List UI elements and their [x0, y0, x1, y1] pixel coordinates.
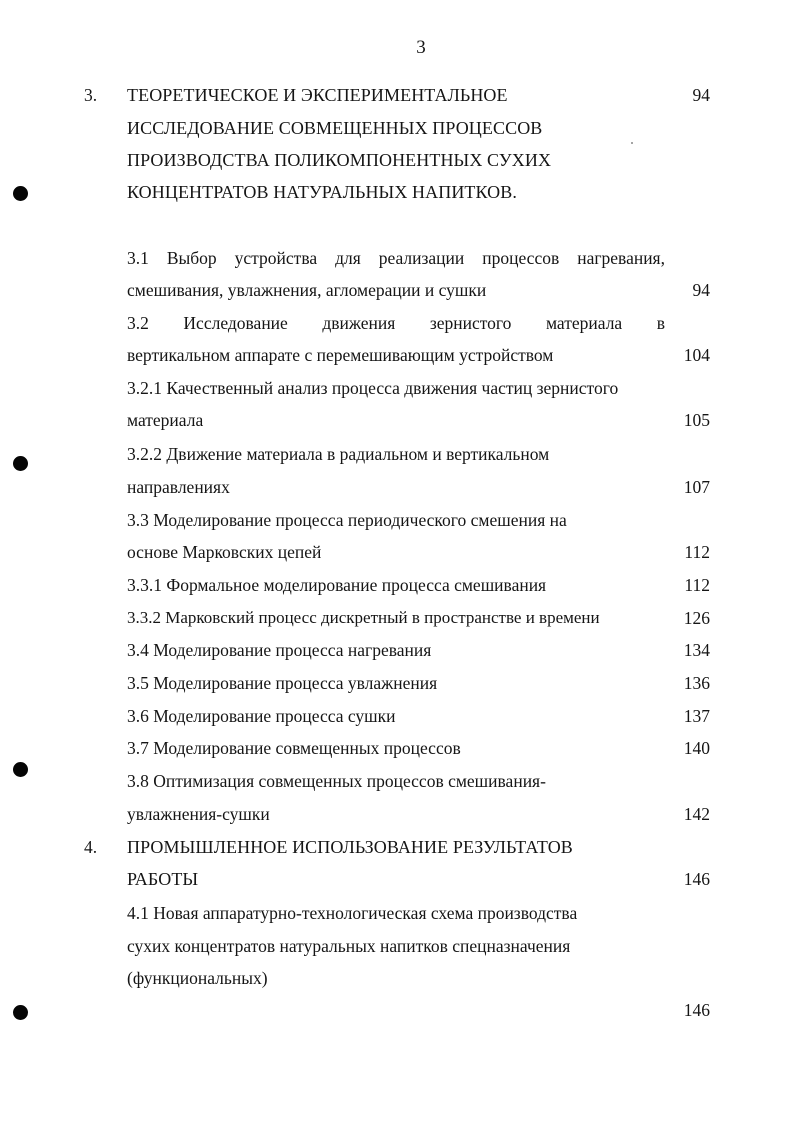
toc-entry-page: 112	[684, 542, 710, 562]
page-number: 3	[416, 37, 426, 58]
toc-entry-line: материала	[127, 410, 204, 430]
toc-entry-page: 94	[692, 280, 710, 300]
section-title-line: ПРОМЫШЛЕННОЕ ИСПОЛЬЗОВАНИЕ РЕЗУЛЬТАТОВ	[127, 837, 573, 857]
toc-entry-line: 3.4 Моделирование процесса нагревания	[127, 640, 432, 660]
toc-entry-line: увлажнения-сушки	[127, 804, 270, 824]
toc-entry-line: 3.2.1 Качественный анализ процесса движения частиц зернистого	[127, 378, 619, 398]
toc-entry-line: 4.1 Новая аппаратурно-технологическая схема производства	[127, 903, 578, 923]
toc-entry-page: 107	[683, 477, 710, 497]
toc-entry-page: 137	[683, 706, 710, 726]
toc-entry-page: 134	[683, 640, 710, 660]
punch-hole	[13, 456, 28, 471]
toc-entry-line: 3.2 Исследование движения зернистого материала в	[127, 313, 665, 333]
toc-entry-page: 136	[683, 673, 710, 693]
punch-hole	[13, 186, 28, 201]
toc-entry-line: направлениях	[127, 477, 230, 497]
section-title-line: ИССЛЕДОВАНИЕ СОВМЕЩЕННЫХ ПРОЦЕССОВ	[127, 118, 543, 138]
toc-entry-page: 105	[683, 410, 710, 430]
section-number: 4.	[84, 837, 98, 857]
punch-hole	[13, 1005, 28, 1020]
toc-entry-page: 146	[683, 1000, 710, 1020]
section-page: 94	[692, 85, 710, 105]
toc-entry-line: основе Марковских цепей	[127, 542, 322, 562]
toc-entry-line: 3.3.2 Марковский процесс дискретный в пространстве и времени	[127, 608, 600, 627]
section-title-line: РАБОТЫ	[127, 869, 199, 889]
toc-entry-page: 142	[683, 804, 710, 824]
toc-entry-line: 3.7 Моделирование совмещенных процессов	[127, 738, 461, 758]
section-title-line: ПРОИЗВОДСТВА ПОЛИКОМПОНЕНТНЫХ СУХИХ	[127, 150, 552, 170]
toc-entry-line: 3.3.1 Формальное моделирование процесса смешивания	[127, 575, 547, 595]
section-page: 146	[683, 869, 710, 889]
toc-entry-line: 3.5 Моделирование процесса увлажнения	[127, 673, 438, 693]
scan-speck	[631, 142, 633, 144]
toc-entry-line: смешивания, увлажнения, агломерации и сушки	[127, 280, 487, 300]
section-title-line: ТЕОРЕТИЧЕСКОЕ И ЭКСПЕРИМЕНТАЛЬНОЕ	[127, 85, 508, 105]
toc-entry-page: 104	[683, 345, 710, 365]
toc-entry-page: 140	[683, 738, 710, 758]
toc-entry-line: 3.1 Выбор устройства для реализации процессов нагревания,	[127, 248, 665, 268]
toc-entry-line: 3.2.2 Движение материала в радиальном и вертикальном	[127, 444, 550, 464]
toc-entry-line: 3.8 Оптимизация совмещенных процессов смешивания-	[127, 771, 546, 791]
punch-hole	[13, 762, 28, 777]
section-title-line: КОНЦЕНТРАТОВ НАТУРАЛЬНЫХ НАПИТКОВ.	[127, 182, 517, 202]
toc-entry-page: 112	[684, 575, 710, 595]
toc-entry-page: 126	[683, 608, 710, 628]
toc-entry-line: 3.6 Моделирование процесса сушки	[127, 706, 396, 726]
toc-entry-line: вертикальном аппарате с перемешивающим устройством	[127, 345, 554, 365]
section-number: 3.	[84, 85, 98, 105]
toc-entry-line: (функциональных)	[127, 968, 268, 988]
toc-entry-line: 3.3 Моделирование процесса периодического смешения на	[127, 510, 567, 530]
toc-entry-line: сухих концентратов натуральных напитков спецназначения	[127, 936, 571, 956]
